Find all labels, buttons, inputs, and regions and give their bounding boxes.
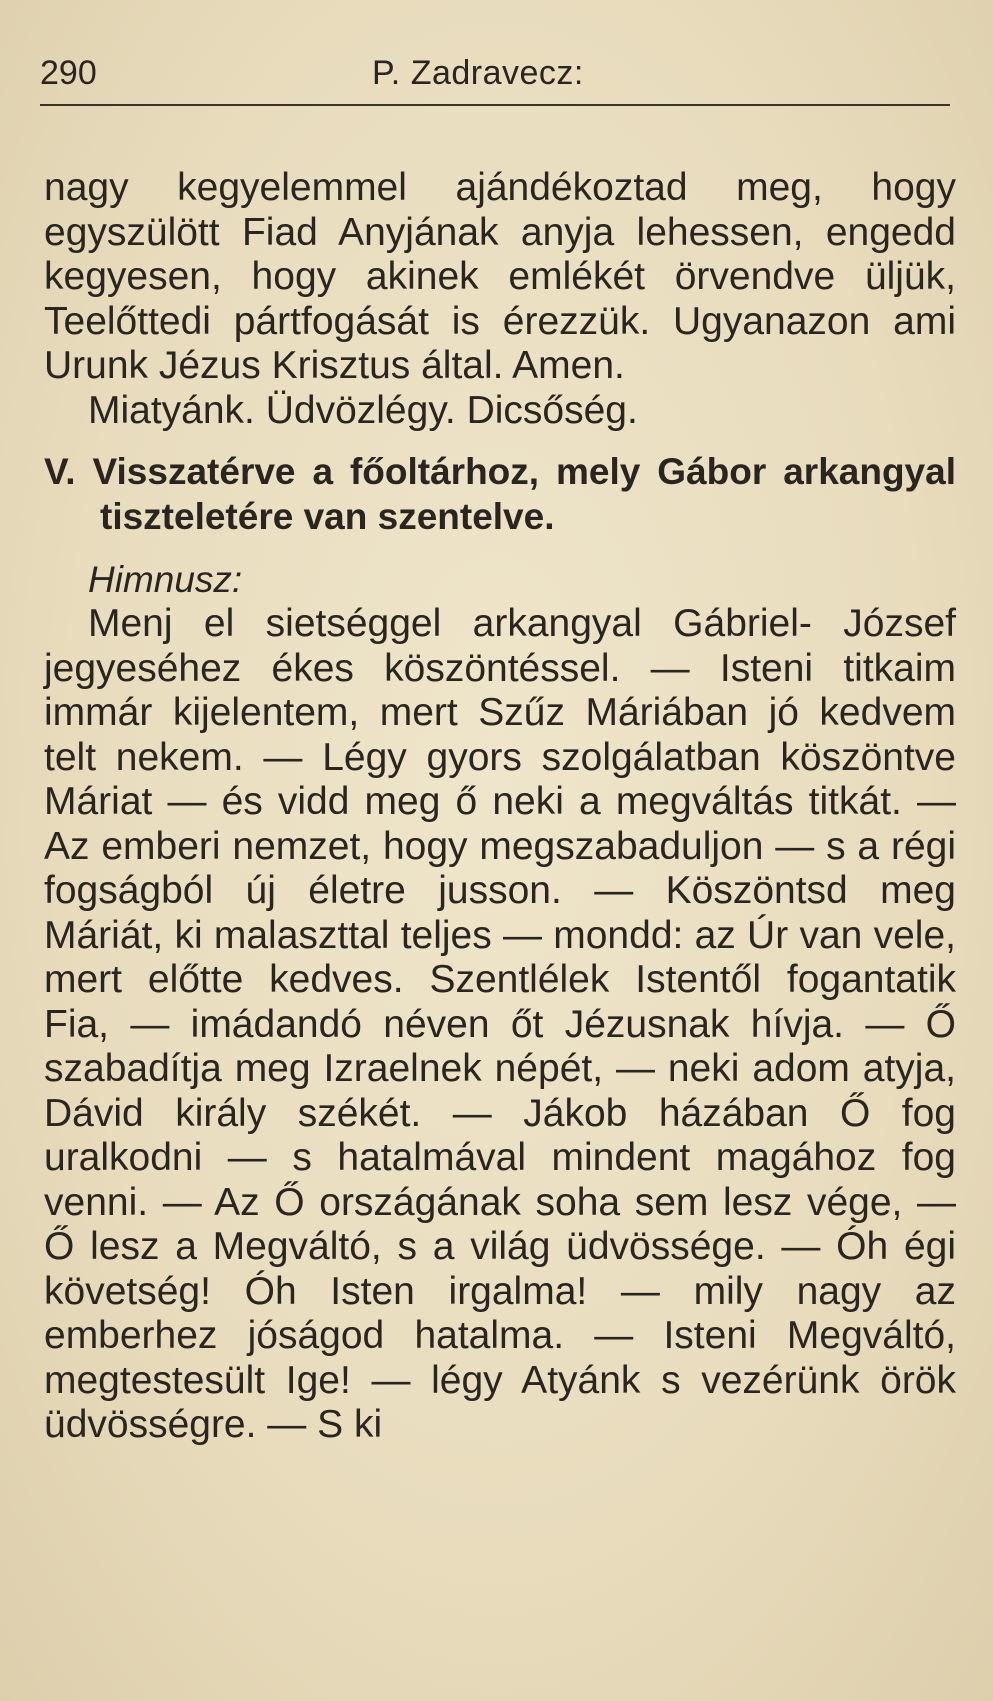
page-number: 290 [40, 54, 97, 92]
prayers-line: Miatyánk. Üdvözlégy. Dicsőség. [88, 388, 638, 432]
hymn-label: Himnusz: [88, 559, 243, 600]
page-header [40, 50, 950, 96]
section-heading: V. Visszatérve a főoltárhoz, mely Gábor arkangyal tiszteletére van szentelve. [44, 451, 956, 537]
running-head: P. Zadravecz: [372, 54, 584, 92]
prayer-ending-paragraph: nagy kegyelemmel ajándékoztad meg, hogy egyszülött Fiad Anyjának anyja lehessen, engedd kegyesen, hogy akinek emlékét örvendve üljük, Teelőttedi pártfogását is érezzük. Ugyanazon ami Urunk Jézus Krisztus által. Amen. [44, 166, 956, 387]
page-body [44, 166, 956, 1448]
hymn-text: Menj el sietséggel arkangyal Gábriel- József jegyeséhez ékes köszöntéssel. — Isteni titkaim immár kijelentem, mert Szűz Máriában jó kedvem telt nekem. — Légy gyors szolgálatban köszöntve Máriat — és vidd meg ő neki a megváltás titkát. — Az emberi nemzet, hogy megszabaduljon — s a régi fogságból új életre jusson. — Köszöntsd meg Máriát, ki malaszttal teljes — mondd: az Úr van vele, mert előtte kedves. Szentlélek Istentől fogantatik Fia, — imádandó néven őt Jézusnak hívja. — Ő szabadítja meg Izraelnek népét, — neki adom atyja, Dávid király székét. — Jákob házában Ő fog uralkodni — s hatalmával mindent magához fog venni. — Az Ő országának soha sem lesz vége, — Ő lesz a Megváltó, s a világ üdvössége. — Óh égi követség! Óh Isten irgalma! — mily nagy az emberhez jóságod hatalma. — Isteni Megváltó, megtestesült Ige! — légy Atyánk s vezérünk örök üdvösségre. — S ki [44, 602, 956, 1446]
header-rule [40, 104, 950, 106]
